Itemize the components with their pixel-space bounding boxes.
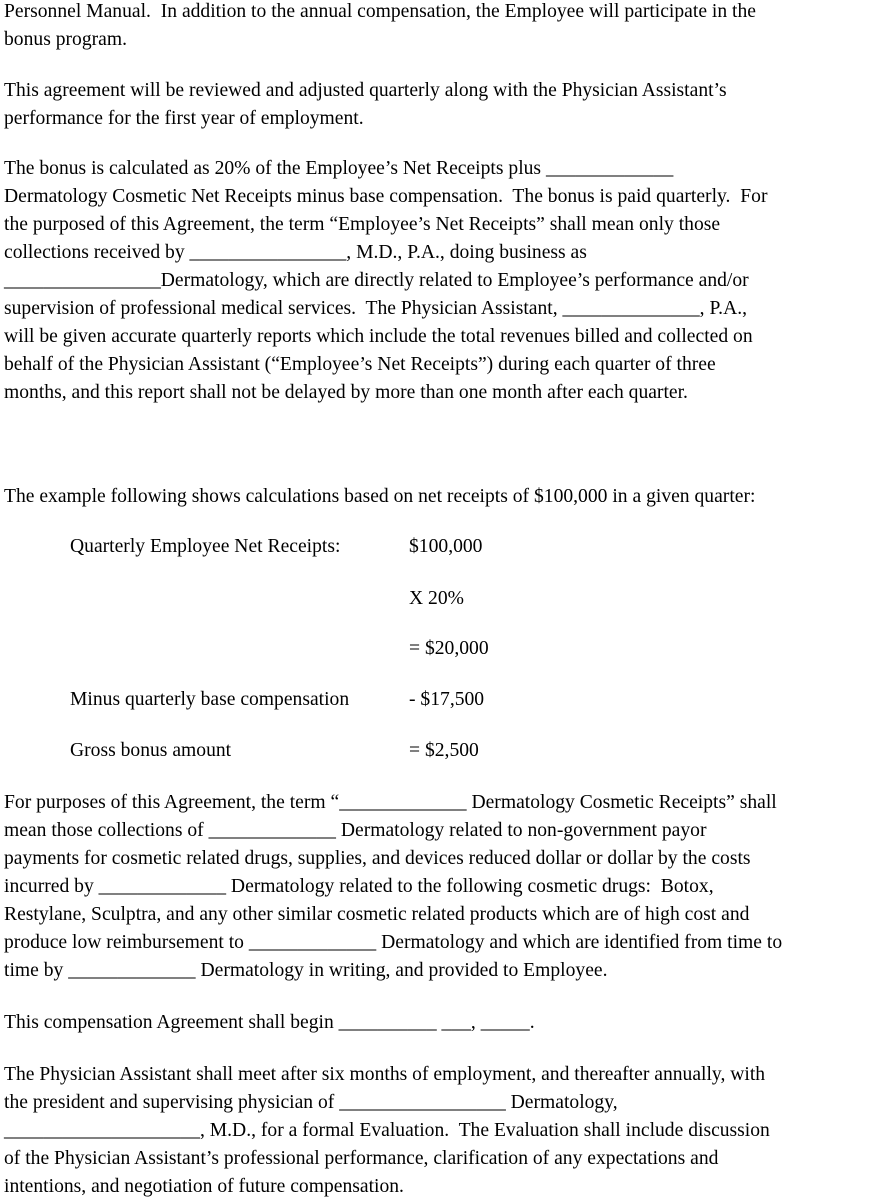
text-line: intentions, and negotiation of future compensation. (4, 1176, 404, 1197)
multiplier-value: X 20% (409, 588, 464, 609)
net-receipts-value: $100,000 (409, 536, 483, 557)
text-line: months, and this report shall not be delayed by more than one month after each quarter. (4, 382, 688, 403)
text-line: produce low reimbursement to _____________ Dermatology and which are identified from time to (4, 932, 783, 953)
text-line: bonus program. (4, 29, 127, 50)
text-line: will be given accurate quarterly reports which include the total revenues billed and collected on (4, 326, 753, 347)
text-line: behalf of the Physician Assistant (“Employee’s Net Receipts”) during each quarter of three (4, 354, 716, 375)
text-line: collections received by ________________, M.D., P.A., doing business as (4, 242, 587, 263)
text-line: The Physician Assistant shall meet after six months of employment, and thereafter annually, with (4, 1064, 766, 1085)
text-line: ____________________, M.D., for a formal Evaluation. The Evaluation shall include discussion (4, 1120, 770, 1141)
text-line: performance for the first year of employment. (4, 108, 364, 129)
text-line: payments for cosmetic related drugs, supplies, and devices reduced dollar or dollar by the costs (4, 848, 751, 869)
text-line: The bonus is calculated as 20% of the Employee’s Net Receipts plus _____________ (4, 158, 674, 179)
minus-value: - $17,500 (409, 689, 485, 710)
text-line: ________________Dermatology, which are directly related to Employee’s performance and/or (4, 270, 749, 291)
gross-label: Gross bonus amount (70, 740, 232, 761)
text-line: Dermatology Cosmetic Net Receipts minus base compensation. The bonus is paid quarterly. For (4, 186, 768, 207)
text-line: Personnel Manual. In addition to the annual compensation, the Employee will participate in the (4, 1, 756, 22)
begin-line: This compensation Agreement shall begin __________ ___, _____. (4, 1012, 535, 1033)
text-line: incurred by _____________ Dermatology related to the following cosmetic drugs: Botox, (4, 876, 714, 897)
text-line: This agreement will be reviewed and adjusted quarterly along with the Physician Assistant’s (4, 80, 727, 101)
text-line: supervision of professional medical services. The Physician Assistant, ______________, P.A., (4, 298, 748, 319)
subtotal-value: = $20,000 (409, 638, 489, 659)
text-line: of the Physician Assistant’s professional performance, clarification of any expectations and (4, 1148, 719, 1169)
minus-label: Minus quarterly base compensation (70, 689, 350, 710)
net-receipts-label: Quarterly Employee Net Receipts: (70, 536, 341, 557)
example-heading: The example following shows calculations based on net receipts of $100,000 in a given quarter: (4, 486, 756, 507)
text-line: the purposed of this Agreement, the term “Employee’s Net Receipts” shall mean only those (4, 214, 721, 235)
text-line: Restylane, Sculptra, and any other similar cosmetic related products which are of high cost and (4, 904, 750, 925)
text-line: time by _____________ Dermatology in writing, and provided to Employee. (4, 960, 608, 981)
gross-value: = $2,500 (409, 740, 479, 761)
text-line: the president and supervising physician of _________________ Dermatology, (4, 1092, 618, 1113)
text-line: mean those collections of _____________ Dermatology related to non-government payor (4, 820, 707, 841)
text-line: For purposes of this Agreement, the term “_____________ Dermatology Cosmetic Receipts” shall (4, 792, 777, 813)
